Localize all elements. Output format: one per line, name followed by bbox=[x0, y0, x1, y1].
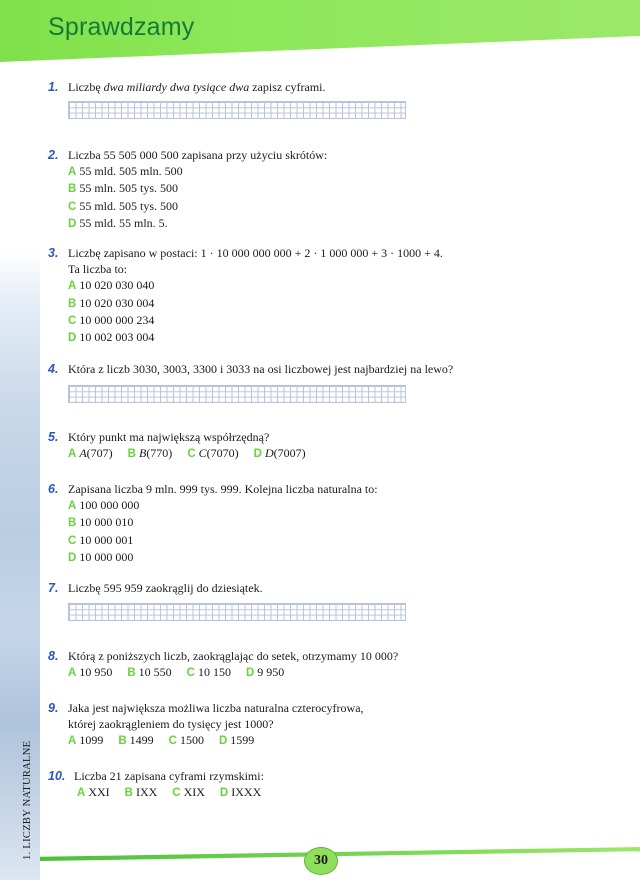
question-text: Liczba 55 505 000 500 zapisana przy użyciu skrótów: bbox=[68, 148, 328, 162]
option-c[interactable]: C 55 mld. 505 tys. 500 bbox=[68, 198, 178, 213]
option-b[interactable]: B 10 020 030 004 bbox=[68, 295, 155, 310]
question-number: 5. bbox=[48, 430, 59, 444]
option-c[interactable]: C 10 000 001 bbox=[68, 532, 134, 547]
option-b[interactable]: B 1499 bbox=[118, 733, 154, 748]
question-text: Liczbę dwa miliardy dwa tysiące dwa zapisz cyframi. bbox=[68, 80, 326, 94]
question-number: 7. bbox=[48, 581, 59, 595]
option-d[interactable]: D 1599 bbox=[218, 733, 255, 748]
question-number: 2. bbox=[48, 148, 59, 162]
question-number: 10. bbox=[48, 769, 66, 783]
answer-grid[interactable] bbox=[68, 603, 406, 621]
option-d[interactable]: D 55 mld. 55 mln. 5. bbox=[68, 215, 168, 230]
question-10 bbox=[48, 768, 273, 801]
option-a[interactable]: A XXI bbox=[77, 785, 110, 800]
answer-grid[interactable] bbox=[68, 101, 406, 119]
question-number: 1. bbox=[48, 80, 59, 94]
question-text-2: której zaokrągleniem do tysięcy jest 1000? bbox=[68, 717, 274, 732]
question-text: Jaka jest największa możliwa liczba naturalna czterocyfrowa, bbox=[68, 701, 364, 715]
option-a[interactable]: A A(707) bbox=[68, 446, 113, 461]
option-c[interactable]: C XIX bbox=[172, 785, 205, 800]
option-d[interactable]: D 10 000 000 bbox=[68, 549, 134, 564]
option-a[interactable]: A 10 950 bbox=[68, 665, 113, 680]
question-number: 3. bbox=[48, 246, 59, 260]
question-text: Liczbę 595 959 zaokrąglij do dziesiątek. bbox=[68, 581, 263, 595]
footer-stripe bbox=[40, 847, 640, 861]
question-3 bbox=[48, 245, 443, 346]
side-decoration bbox=[0, 250, 40, 880]
question-number: 6. bbox=[48, 482, 59, 496]
option-b[interactable]: B 10 550 bbox=[127, 665, 172, 680]
question-text-2: Ta liczba to: bbox=[68, 262, 128, 277]
option-b[interactable]: B B(770) bbox=[127, 446, 173, 461]
question-2 bbox=[48, 147, 327, 232]
option-d[interactable]: D D(7007) bbox=[253, 446, 306, 461]
option-d[interactable]: D IXXX bbox=[219, 785, 262, 800]
page-title: Sprawdzamy bbox=[48, 13, 195, 41]
option-a[interactable]: A 1099 bbox=[68, 733, 104, 748]
option-d[interactable]: D 10 002 003 004 bbox=[68, 330, 155, 345]
question-text: Który punkt ma największą współrzędną? bbox=[68, 430, 270, 444]
option-d[interactable]: D 9 950 bbox=[245, 665, 285, 680]
option-a[interactable]: A 100 000 000 bbox=[68, 498, 140, 513]
question-9 bbox=[48, 700, 364, 750]
question-6 bbox=[48, 481, 378, 566]
question-number: 4. bbox=[48, 362, 59, 376]
question-7 bbox=[48, 580, 263, 596]
answer-grid[interactable] bbox=[68, 385, 406, 403]
page-number: 30 bbox=[304, 847, 338, 875]
question-number: 8. bbox=[48, 649, 59, 663]
question-text: Zapisana liczba 9 mln. 999 tys. 999. Kolejna liczba naturalna to: bbox=[68, 482, 378, 496]
option-a[interactable]: A 55 mld. 505 mln. 500 bbox=[68, 164, 183, 179]
question-number: 9. bbox=[48, 701, 59, 715]
question-text: Liczba 21 zapisana cyframi rzymskimi: bbox=[74, 769, 264, 783]
option-b[interactable]: B IXX bbox=[124, 785, 158, 800]
option-c[interactable]: C C(7070) bbox=[187, 446, 239, 461]
option-b[interactable]: B 55 mln. 505 tys. 500 bbox=[68, 181, 178, 196]
option-a[interactable]: A 10 020 030 040 bbox=[68, 278, 155, 293]
question-1 bbox=[48, 79, 326, 95]
question-text: Która z liczb 3030, 3003, 3300 i 3033 na osi liczbowej jest najbardziej na lewo? bbox=[68, 362, 454, 376]
option-c[interactable]: C 10 000 000 234 bbox=[68, 312, 155, 327]
question-4 bbox=[48, 361, 453, 377]
chapter-label: 1. LICZBY NATURALNE bbox=[22, 740, 33, 860]
question-text: Liczbę zapisano w postaci: 1 · 10 000 000 000 + 2 · 1 000 000 + 3 · 1000 + 4. bbox=[68, 246, 443, 260]
option-c[interactable]: C 10 150 bbox=[186, 665, 231, 680]
option-b[interactable]: B 10 000 010 bbox=[68, 515, 134, 530]
question-text: Którą z poniższych liczb, zaokrąglając do setek, otrzymamy 10 000? bbox=[68, 649, 399, 663]
option-c[interactable]: C 1500 bbox=[168, 733, 204, 748]
question-8 bbox=[48, 648, 398, 681]
question-5 bbox=[48, 429, 318, 462]
